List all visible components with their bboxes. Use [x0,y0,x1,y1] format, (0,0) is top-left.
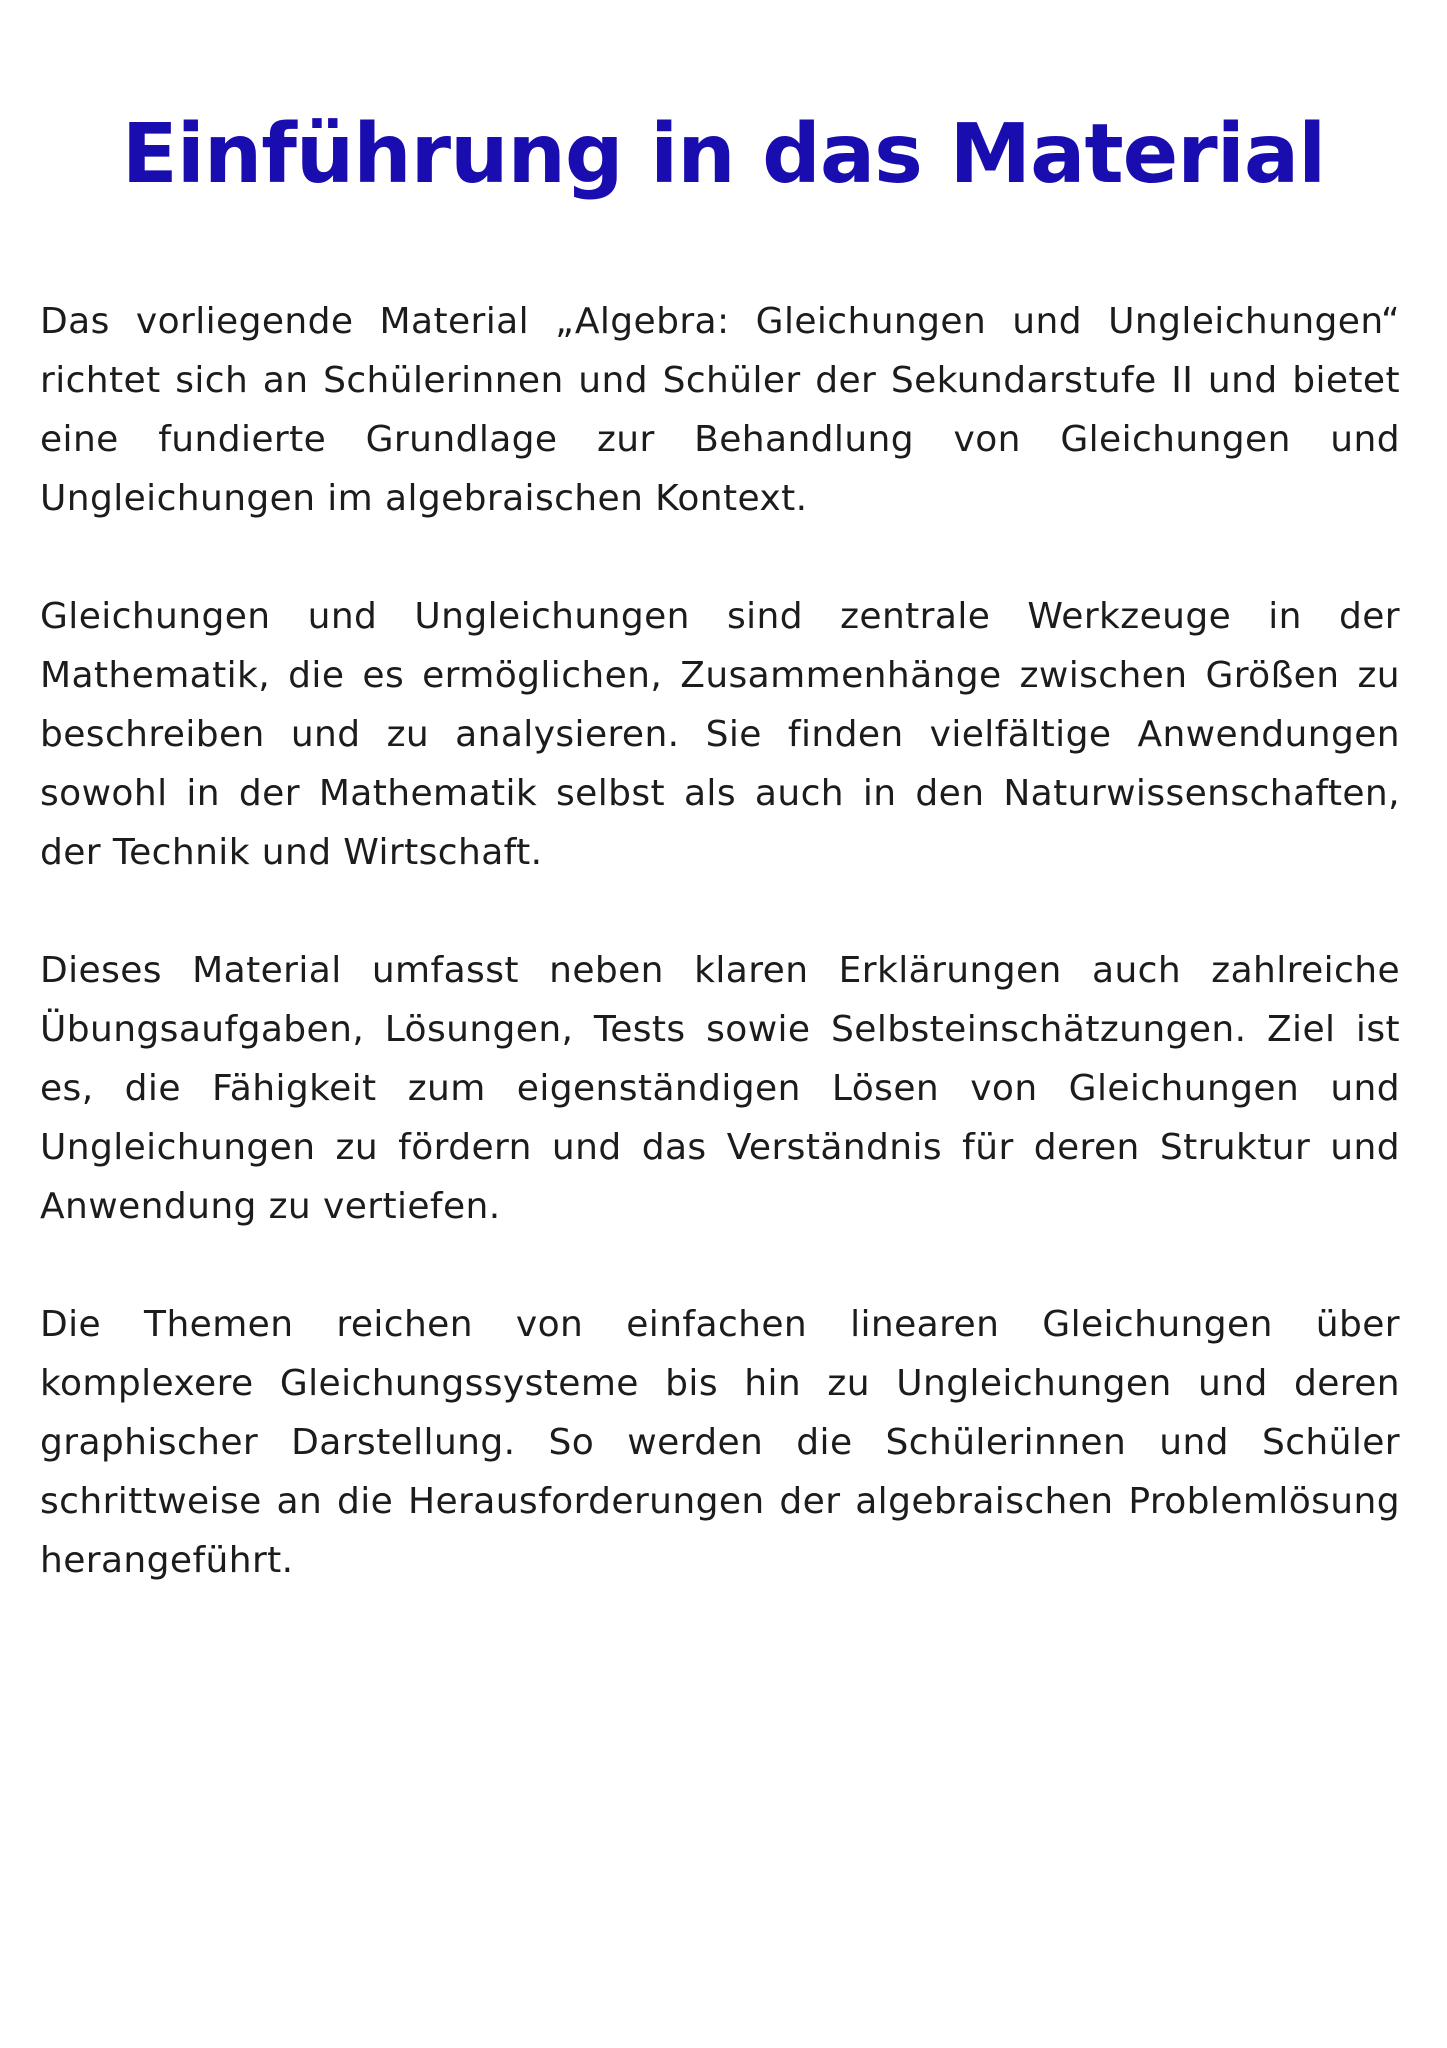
page-title: Einführung in das Material [121,107,1326,202]
paragraph-topics: Die Themen reichen von einfachen linearen Gleichungen über komplexere Gleichungssysteme bis hin zu Ungleichungen und deren graphischer Darstellung. So werden die Schülerinnen und Schüler schrittweise an die Herausforderungen der algebraischen Problemlösung herangeführt. [40,1304,1400,1581]
paragraph-intro: Das vorliegende Material „Algebra: Gleichungen und Ungleichungen“ richtet sich an Schülerinnen und Schüler der Sekundarstufe II und bietet eine fundierte Grundlage zur Behandlung von Gleichungen und Ungleichungen im algebraischen Kontext. [40,301,1400,519]
paragraph-contents: Dieses Material umfasst neben klaren Erklärungen auch zahlreiche Übungsaufgaben, Lösungen, Tests sowie Selbsteinschätzungen. Ziel ist es, die Fähigkeit zum eigenständigen Lösen von Gleichungen und Ungleichungen zu fördern und das Verständnis für deren Struktur und Anwendung zu vertiefen. [40,950,1400,1227]
document-body [40,292,1400,1649]
paragraph-relevance: Gleichungen und Ungleichungen sind zentrale Werkzeuge in der Mathematik, die es ermöglichen, Zusammenhänge zwischen Größen zu beschreiben und zu analysieren. Sie finden vielfältige Anwendungen sowohl in der Mathematik selbst als auch in den Naturwissenschaften, der Technik und Wirtschaft. [40,596,1400,873]
